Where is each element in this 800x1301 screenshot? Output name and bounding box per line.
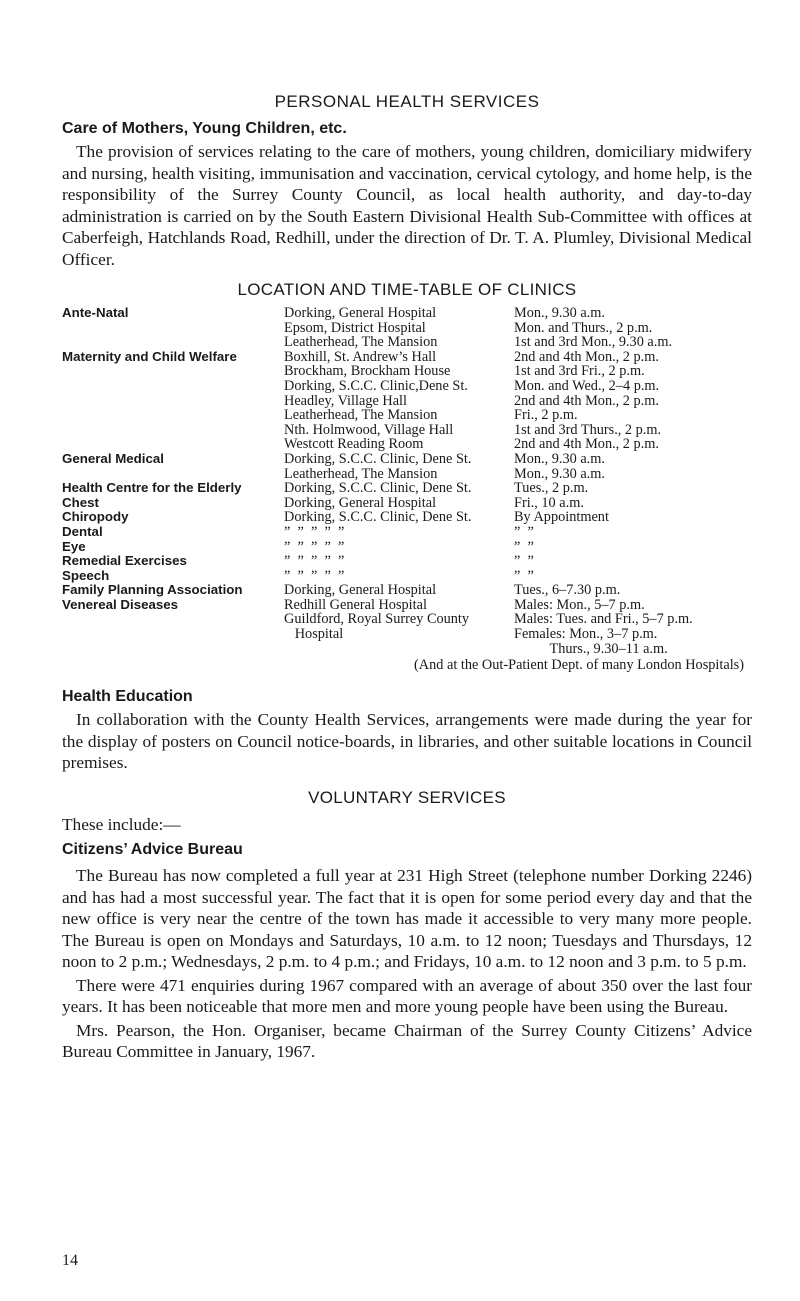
clinics-closing-note: (And at the Out-Patient Dept. of many London Hospitals): [414, 657, 744, 674]
clinic-location: Westcott Reading Room: [284, 436, 424, 453]
clinic-category: General Medical: [62, 450, 164, 466]
clinic-row: [62, 642, 752, 657]
clinic-category: Chiropody: [62, 509, 129, 525]
care-paragraph: The provision of services relating to the care of mothers, young children, domiciliary midwifery and nursing, health visiting, immunisation and vaccination, cervical cytology, and home help, is the responsibility of the Surrey County Council, as local health authority, and day-to-day administration is carried on by the South Eastern Divisional Health Sub-Committee with offices at Caberfeigh, Hatchlands Road, Redhill, under the direction of Dr. T. A. Plumley, Divisional Medical Officer.: [62, 142, 752, 269]
clinic-category: Health Centre for the Elderly: [62, 480, 242, 496]
clinic-row: [62, 321, 752, 336]
clinic-category: Venereal Diseases: [62, 596, 179, 612]
clinic-time: 2nd and 4th Mon., 2 p.m.: [514, 392, 659, 409]
clinic-time: 2nd and 4th Mon., 2 p.m.: [514, 348, 659, 365]
page-heading: PERSONAL HEALTH SERVICES: [274, 92, 540, 111]
clinic-category: Maternity and Child Welfare: [62, 348, 237, 364]
clinic-category: [62, 335, 284, 350]
clinic-time: 1st and 3rd Mon., 9.30 a.m.: [514, 334, 673, 351]
clinic-location: Dorking, General Hospital: [284, 494, 437, 511]
clinic-row: [62, 306, 752, 321]
clinic-time: ” ”: [514, 523, 534, 540]
voluntary-intro: These include:—: [62, 814, 181, 834]
clinic-row: [62, 612, 752, 627]
clinic-category: Speech: [62, 567, 110, 583]
health-education-heading: Health Education: [62, 688, 193, 706]
care-heading: Care of Mothers, Young Children, etc.: [62, 120, 347, 137]
clinic-row: [62, 408, 752, 423]
clinic-location: Leatherhead, The Mansion: [284, 334, 438, 351]
clinic-location: Dorking, General Hospital: [284, 582, 437, 599]
clinic-location: Boxhill, St. Andrew’s Hall: [284, 348, 437, 365]
clinic-time: Fri., 2 p.m.: [514, 407, 578, 424]
clinic-time: Mon. and Thurs., 2 p.m.: [514, 319, 653, 336]
cab-paragraph-1: The Bureau has now completed a full year at 231 High Street (telephone number Dorking 2246) and has had a most successful year. The fact that it is open for some period every day and that the new office is very near the centre of the town has made it accessible to very many more people. The Bureau is open on Mondays and Saturdays, 10 a.m. to 12 noon; Tuesdays and Thursdays, 12 noon to 2 p.m.; Wednesdays, 2 p.m. to 4 p.m.; and Fridays, 10 a.m. to 12 noon and 3 p.m. to 5 p.m.: [62, 866, 752, 972]
clinic-time: 2nd and 4th Mon., 2 p.m.: [514, 436, 659, 453]
clinic-category: [62, 642, 284, 657]
clinic-category: [62, 627, 284, 642]
clinic-location: ” ” ” ” ”: [284, 523, 345, 540]
clinic-location: Epsom, District Hospital: [284, 319, 426, 336]
clinics-heading: LOCATION AND TIME-TABLE OF CLINICS: [237, 280, 577, 299]
clinic-location: Leatherhead, The Mansion: [284, 407, 438, 424]
clinic-row: [62, 423, 752, 438]
clinic-row: [62, 335, 752, 350]
clinic-location: Leatherhead, The Mansion: [284, 465, 438, 482]
document-page: [62, 92, 752, 1063]
clinic-time: By Appointment: [514, 509, 609, 526]
clinic-category: [62, 394, 284, 409]
clinic-row: [62, 598, 752, 613]
clinic-category: Remedial Exercises: [62, 553, 187, 569]
clinic-category: [62, 437, 284, 452]
clinic-row: [62, 481, 752, 496]
clinic-category: [62, 423, 284, 438]
cab-paragraph-3: Mrs. Pearson, the Hon. Organiser, became Chairman of the Surrey County Citizens’ Advice Bureau Committee in January, 1967.: [62, 1020, 752, 1062]
clinic-location: Dorking, General Hospital: [284, 305, 437, 321]
clinic-time: ” ”: [514, 553, 534, 570]
clinic-row: [62, 379, 752, 394]
clinic-location: Guildford, Royal Surrey County: [284, 611, 470, 628]
clinic-row: [62, 627, 752, 642]
clinic-location: Dorking, S.C.C. Clinic,Dene St.: [284, 377, 468, 394]
clinic-category: [62, 321, 284, 336]
clinic-category: [62, 467, 284, 482]
voluntary-services-heading: VOLUNTARY SERVICES: [308, 787, 506, 807]
clinic-location: Dorking, S.C.C. Clinic, Dene St.: [284, 480, 472, 497]
clinic-category: Eye: [62, 538, 86, 554]
clinic-time: ” ”: [514, 567, 534, 584]
clinic-row: [62, 540, 752, 555]
clinic-time: Mon., 9.30 a.m.: [514, 450, 605, 467]
clinic-category: Chest: [62, 494, 99, 510]
clinic-location: ” ” ” ” ”: [284, 553, 345, 570]
clinic-category: [62, 364, 284, 379]
clinic-location: Redhill General Hospital: [284, 596, 427, 613]
clinic-row: [62, 350, 752, 365]
clinic-time: Males: Mon., 5–7 p.m.: [514, 596, 645, 613]
clinic-location: Hospital: [284, 626, 344, 643]
health-education-paragraph: In collaboration with the County Health Services, arrangements were made during the year for the display of posters on Council notice-boards, in libraries, and other suitable locations in Council premises.: [62, 710, 752, 773]
clinic-row: [62, 510, 752, 525]
clinic-category: [62, 408, 284, 423]
clinic-row: [62, 496, 752, 511]
clinic-location: Dorking, S.C.C. Clinic, Dene St.: [284, 509, 472, 526]
clinic-row: [62, 394, 752, 409]
clinic-category: Dental: [62, 523, 103, 539]
clinic-row: [62, 569, 752, 584]
clinic-time: Mon., 9.30 a.m.: [514, 305, 605, 321]
clinic-row: [62, 525, 752, 540]
clinic-location: [284, 642, 514, 657]
cab-heading: Citizens’ Advice Bureau: [62, 841, 243, 859]
clinic-location: ” ” ” ” ”: [284, 567, 345, 584]
clinic-category: [62, 612, 284, 627]
clinics-table: [62, 306, 752, 656]
clinic-location: ” ” ” ” ”: [284, 538, 345, 555]
clinic-row: [62, 583, 752, 598]
clinic-time: Females: Mon., 3–7 p.m.: [514, 626, 658, 643]
clinic-time: Mon. and Wed., 2–4 p.m.: [514, 377, 660, 394]
clinic-row: [62, 452, 752, 467]
clinic-category: Ante-Natal: [62, 305, 129, 320]
clinic-location: Dorking, S.C.C. Clinic, Dene St.: [284, 450, 472, 467]
clinic-time: Tues., 2 p.m.: [514, 480, 589, 497]
clinic-time: 1st and 3rd Fri., 2 p.m.: [514, 363, 645, 380]
clinic-time: ” ”: [514, 538, 534, 555]
clinic-category: [62, 379, 284, 394]
clinic-location: Headley, Village Hall: [284, 392, 408, 409]
clinic-time: Fri., 10 a.m.: [514, 494, 584, 511]
clinic-row: [62, 467, 752, 482]
clinic-time: Tues., 6–7.30 p.m.: [514, 582, 621, 599]
clinic-category: Family Planning Association: [62, 582, 243, 598]
clinic-location: Nth. Holmwood, Village Hall: [284, 421, 454, 438]
clinic-row: [62, 364, 752, 379]
clinic-row: [62, 554, 752, 569]
cab-paragraph-2: There were 471 enquiries during 1967 compared with an average of about 350 over the last four years. It has been noticeable that more men and more young people have been using the Bureau.: [62, 975, 752, 1017]
page-number: 14: [62, 1252, 78, 1269]
clinic-row: [62, 437, 752, 452]
clinic-time: Thurs., 9.30–11 a.m.: [514, 640, 668, 657]
clinic-time: 1st and 3rd Thurs., 2 p.m.: [514, 421, 662, 438]
clinic-time: Mon., 9.30 a.m.: [514, 465, 605, 482]
clinic-time: Males: Tues. and Fri., 5–7 p.m.: [514, 611, 693, 628]
clinic-location: Brockham, Brockham House: [284, 363, 451, 380]
